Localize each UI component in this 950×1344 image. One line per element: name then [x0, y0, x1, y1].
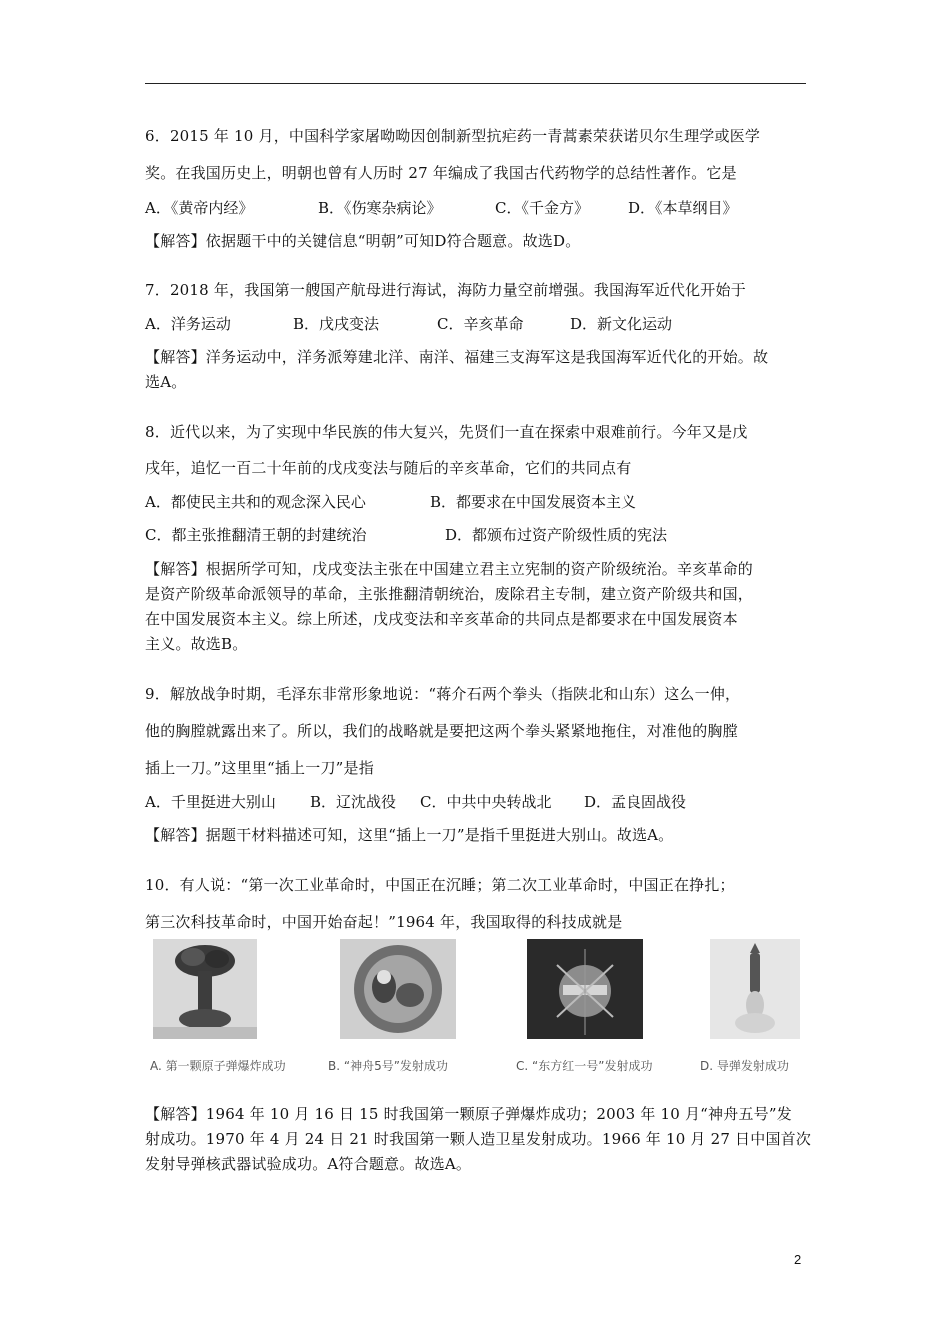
q6-option-b: B．《伤寒杂病论》: [318, 199, 442, 217]
q9-option-c: C．中共中央转战北: [420, 793, 552, 811]
q7-option-c: C．辛亥革命: [437, 315, 524, 333]
q9-stem-line3: 插上一刀。”这里里“插上一刀”是指: [145, 759, 374, 777]
q10-stem-line1: 10．有人说：“第一次工业革命时，中国正在沉睡；第二次工业革命时，中国正在挣扎；: [145, 876, 735, 894]
caption-d: D. 导弹发射成功: [700, 1059, 789, 1073]
q6-option-d: D．《本草纲目》: [628, 199, 738, 217]
q9-option-a: A．千里挺进大别山: [145, 793, 276, 811]
q8-stem-line2: 戌年，追忆一百二十年前的戊戌变法与随后的辛亥革命，它们的共同点有: [145, 459, 632, 477]
caption-c: C. “东方红一号”发射成功: [516, 1059, 653, 1073]
q8-answer-line1: 【解答】根据所学可知，戊戌变法主张在中国建立君主立宪制的资产阶级统治。辛亥革命的: [145, 560, 754, 578]
satellite-photo: [525, 944, 645, 1034]
q7-answer-line2: 选A。: [145, 373, 187, 391]
q8-answer-line2: 是资产阶级革命派领导的革命，主张推翻清朝统治，废除君主专制，建立资产阶级共和国，: [145, 585, 754, 603]
missile-launch-photo: [708, 944, 802, 1034]
q7-option-d: D．新文化运动: [570, 315, 673, 333]
q9-stem-line2: 他的胸膛就露出来了。所以，我们的战略就是要把这两个拳头紧紧地拖住，对准他的胸膛: [145, 722, 738, 740]
q8-option-d: D．都颁布过资产阶级性质的宪法: [445, 526, 668, 544]
caption-a: A. 第一颗原子弹爆炸成功: [150, 1059, 286, 1073]
q7-answer-line1: 【解答】洋务运动中，洋务派筹建北洋、南洋、福建三支海军这是我国海军近代化的开始。故: [145, 348, 769, 366]
q8-stem-line1: 8．近代以来，为了实现中华民族的伟大复兴，先贤们一直在探索中艰难前行。今年又是戊: [145, 423, 748, 441]
q10-answer-line2: 射成功。1970 年 4 月 24 日 21 时我国第一颗人造卫星发射成功。1966 年 10 月 27 日中国首次: [145, 1130, 812, 1148]
q9-stem-line1: 9．解放战争时期，毛泽东非常形象地说：“蒋介石两个拳头（指陕北和山东）这么一伸，: [145, 685, 741, 703]
q7-option-a: A．洋务运动: [145, 315, 231, 333]
q6-stem-line1: 6．2015 年 10 月，中国科学家屠呦呦因创制新型抗疟药一青蒿素荣获诺贝尔生理学或医学: [145, 127, 761, 145]
q6-option-a: A．《黄帝内经》: [145, 199, 254, 217]
atomic-bomb-photo: [150, 944, 260, 1034]
header-rule: [145, 83, 806, 84]
q7-option-b: B．戊戌变法: [293, 315, 380, 333]
q10-answer-line1: 【解答】1964 年 10 月 16 日 15 时我国第一颗原子弹爆炸成功；2003 年 10 月“神舟五号”发: [145, 1105, 792, 1123]
shenzhou-capsule-photo: [338, 944, 458, 1034]
q6-option-c: C．《千金方》: [495, 199, 589, 217]
q9-answer: 【解答】据题干材料描述可知，这里“插上一刀”是指千里挺进大别山。故选A。: [145, 826, 674, 844]
q8-option-a: A．都使民主共和的观念深入民心: [145, 493, 366, 511]
q9-option-d: D．孟良固战役: [584, 793, 687, 811]
q6-stem-line2: 奖。在我国历史上，明朝也曾有人历时 27 年编成了我国古代药物学的总结性著作。它是: [145, 164, 737, 182]
q8-option-b: B．都要求在中国发展资本主义: [430, 493, 637, 511]
q9-option-b: B．辽沈战役: [310, 793, 397, 811]
caption-b: B. “神舟5号”发射成功: [328, 1059, 448, 1073]
page-number: 2: [794, 1252, 802, 1267]
q10-stem-line2: 第三次科技革命时，中国开始奋起！”1964 年，我国取得的科技成就是: [145, 913, 623, 931]
q10-answer-line3: 发射导弹核武器试验成功。A符合题意。故选A。: [145, 1155, 472, 1173]
q8-answer-line4: 主义。故选B。: [145, 635, 248, 653]
q8-answer-line3: 在中国发展资本主义。综上所述，戊戌变法和辛亥革命的共同点是都要求在中国发展资本: [145, 610, 738, 628]
q7-stem-line1: 7．2018 年，我国第一艘国产航母进行海试，海防力量空前增强。我国海军近代化开始于: [145, 281, 746, 299]
q6-answer: 【解答】依据题干中的关键信息“明朝”可知D符合题意。故选D。: [145, 232, 581, 250]
q8-option-c: C．都主张推翻清王朝的封建统治: [145, 526, 367, 544]
